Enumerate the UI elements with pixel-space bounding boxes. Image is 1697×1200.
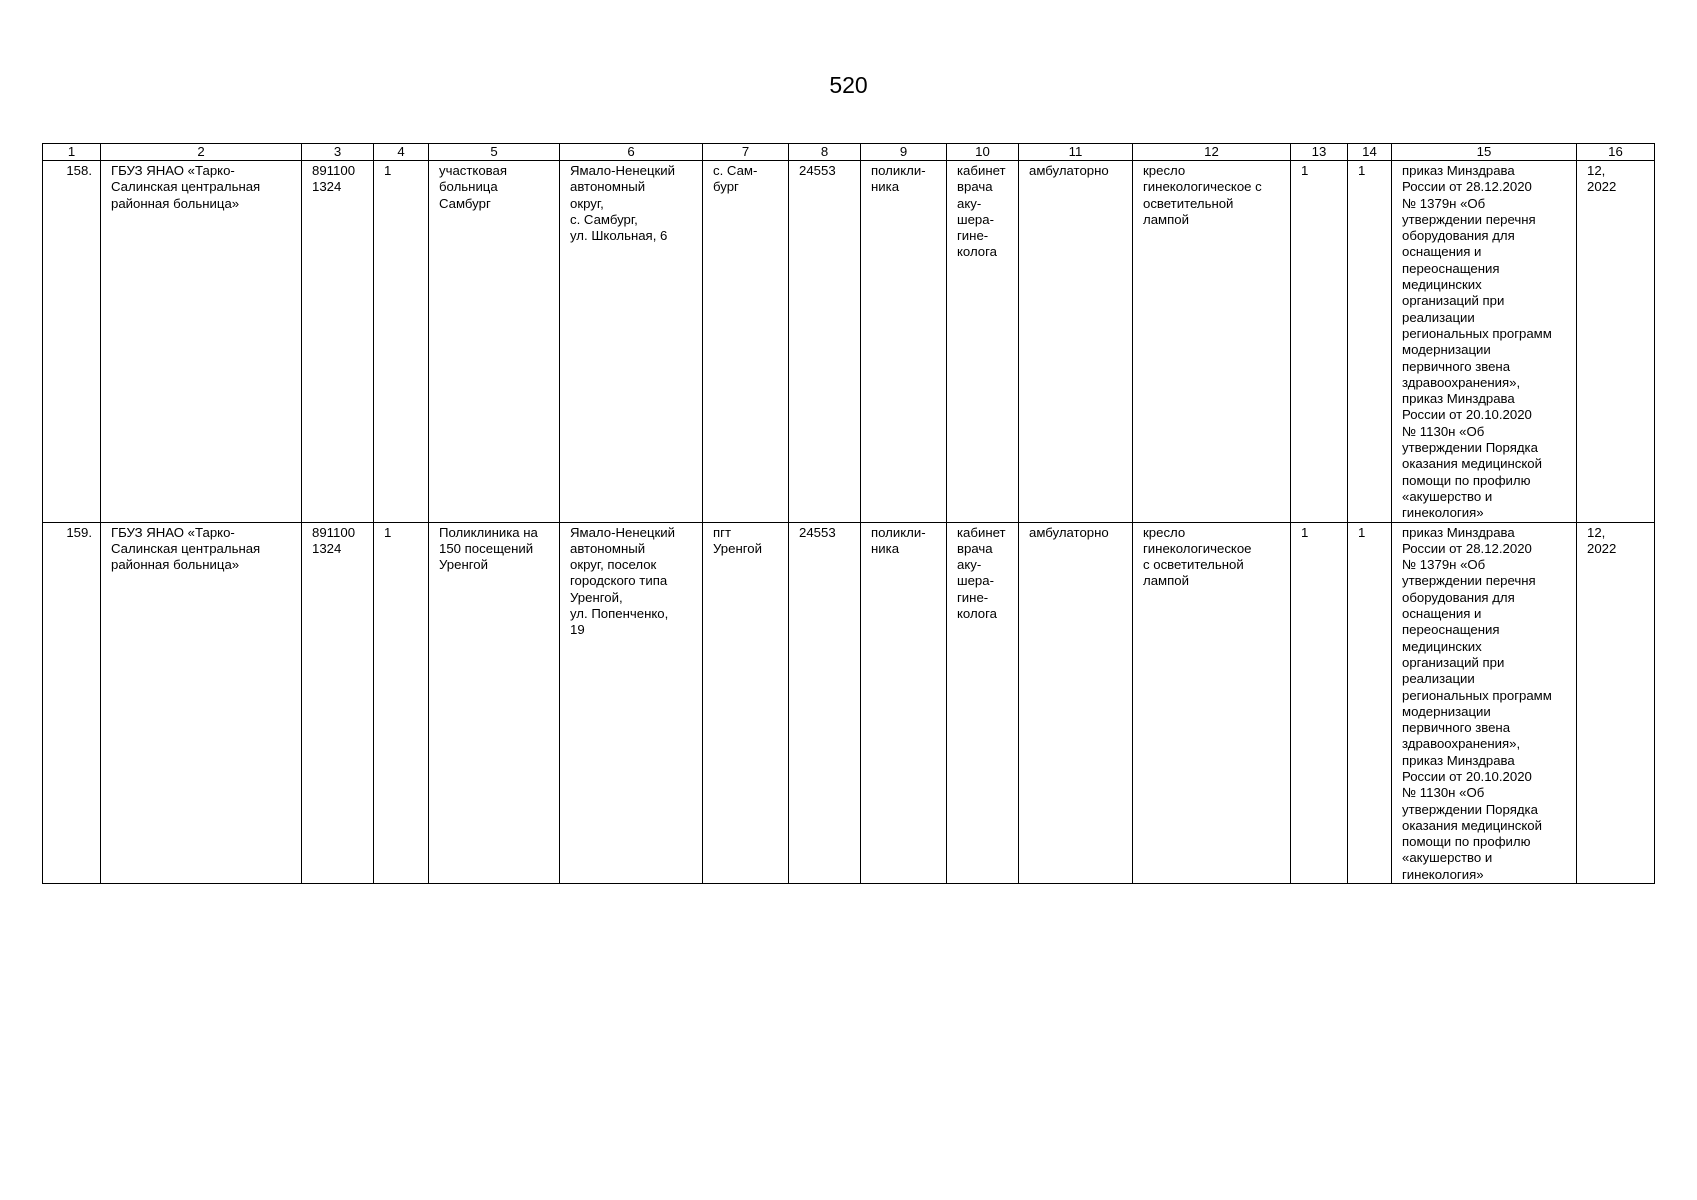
table-cell: 1 <box>1348 522 1392 884</box>
header-cell: 11 <box>1019 144 1133 161</box>
equipment-table <box>42 143 1655 884</box>
facility-type-cell: поликли- ника <box>861 522 947 884</box>
header-cell: 9 <box>861 144 947 161</box>
header-cell: 2 <box>101 144 302 161</box>
header-cell: 1 <box>43 144 101 161</box>
care-conditions-cell: амбулаторно <box>1019 161 1133 523</box>
address-cell: Ямало-Ненецкий автономный округ, поселок городского типа Уренгой, ул. Попенченко, 19 <box>560 522 703 884</box>
regulation-cell: приказ Минздрава России от 28.12.2020 № 1379н «Об утверждении перечня оборудования для оснащения и переоснащения медицинских организаций при реализации региональных программ модернизации первичного звена здравоохранения», приказ Минздрава России от 20.10.2020 № 1130н «Об утверждении Порядка оказания медицинской помощи по профилю «акушерство и гинекология» <box>1392 161 1577 523</box>
organization-cell: ГБУЗ ЯНАО «Тарко- Салинская центральная районная больница» <box>101 161 302 523</box>
locality-cell: с. Сам- бург <box>703 161 789 523</box>
header-cell: 13 <box>1291 144 1348 161</box>
care-conditions-cell: амбулаторно <box>1019 522 1133 884</box>
date-cell: 12, 2022 <box>1577 161 1655 523</box>
header-cell: 3 <box>302 144 374 161</box>
equipment-cell: кресло гинекологическое с осветительной лампой <box>1133 161 1291 523</box>
header-cell: 16 <box>1577 144 1655 161</box>
header-cell: 8 <box>789 144 861 161</box>
equipment-cell: кресло гинекологическое с осветительной лампой <box>1133 522 1291 884</box>
table-cell: 1 <box>374 522 429 884</box>
row-number-cell: 159. <box>43 522 101 884</box>
table-cell: 1 <box>1291 161 1348 523</box>
header-cell: 15 <box>1392 144 1577 161</box>
header-cell: 5 <box>429 144 560 161</box>
table-cell: 24553 <box>789 161 861 523</box>
row-number-cell: 158. <box>43 161 101 523</box>
regulation-cell: приказ Минздрава России от 28.12.2020 № 1379н «Об утверждении перечня оборудования для оснащения и переоснащения медицинских организаций при реализации региональных программ модернизации первичного звена здравоохранения», приказ Минздрава России от 20.10.2020 № 1130н «Об утверждении Порядка оказания медицинской помощи по профилю «акушерство и гинекология» <box>1392 522 1577 884</box>
table-cell: 1 <box>1291 522 1348 884</box>
page-number: 520 <box>829 72 868 98</box>
header-cell: 7 <box>703 144 789 161</box>
organization-cell: ГБУЗ ЯНАО «Тарко- Салинская центральная районная больница» <box>101 522 302 884</box>
date-cell: 12, 2022 <box>1577 522 1655 884</box>
cabinet-cell: кабинет врача аку- шера- гине- колога <box>947 161 1019 523</box>
code-cell: 891100 1324 <box>302 161 374 523</box>
unit-name-cell: участковая больница Самбург <box>429 161 560 523</box>
code-cell: 891100 1324 <box>302 522 374 884</box>
header-row <box>43 144 1655 161</box>
locality-cell: пгт Уренгой <box>703 522 789 884</box>
header-cell: 4 <box>374 144 429 161</box>
table-cell: 24553 <box>789 522 861 884</box>
header-cell: 12 <box>1133 144 1291 161</box>
header-cell: 10 <box>947 144 1019 161</box>
address-cell: Ямало-Ненецкий автономный округ, с. Самбург, ул. Школьная, 6 <box>560 161 703 523</box>
unit-name-cell: Поликлиника на 150 посещений Уренгой <box>429 522 560 884</box>
table-row <box>43 161 1655 523</box>
table-cell: 1 <box>374 161 429 523</box>
facility-type-cell: поликли- ника <box>861 161 947 523</box>
table-cell: 1 <box>1348 161 1392 523</box>
header-cell: 14 <box>1348 144 1392 161</box>
table-row <box>43 522 1655 884</box>
header-cell: 6 <box>560 144 703 161</box>
cabinet-cell: кабинет врача аку- шера- гине- колога <box>947 522 1019 884</box>
